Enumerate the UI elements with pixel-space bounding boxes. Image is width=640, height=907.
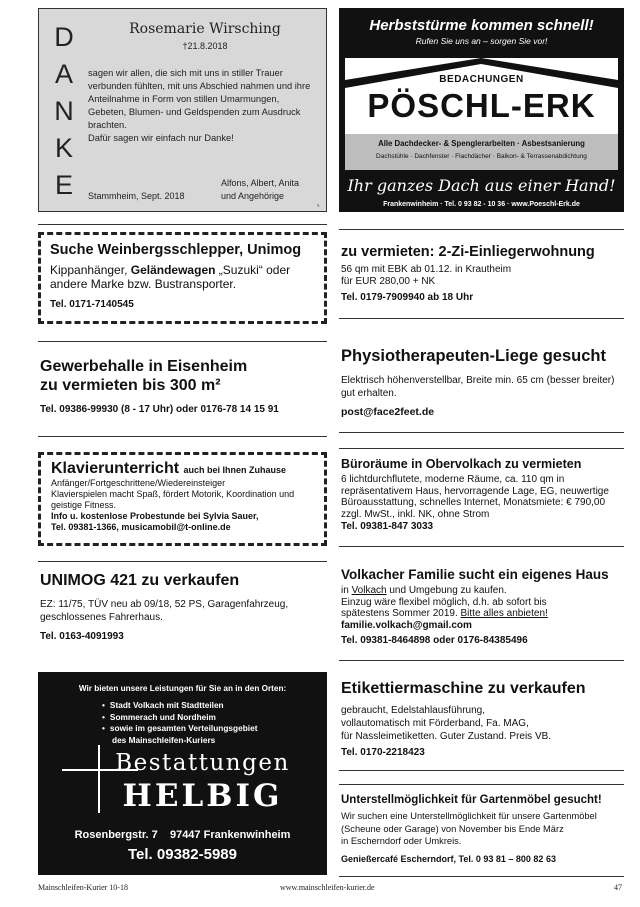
footer-publication: Mainschleifen-Kurier 10-18 (38, 883, 128, 892)
poeschl-kicker: BEDACHUNGEN (439, 74, 524, 85)
divider (339, 432, 624, 433)
divider (339, 546, 624, 547)
divider (339, 784, 624, 785)
gewerbe-tel: Tel. 09386-99930 (8 - 17 Uhr) oder 0176-78 14 15 91 (40, 404, 279, 415)
familie-title: Volkacher Familie sucht ein eigenes Haus (341, 567, 609, 582)
klavier-text: Anfänger/Fortgeschrittene/Wiedereinsteiger Klavierspielen macht Spaß, fördert Motorik, Koordination und geistige Fitness. Info u. kostenlose Probestunde bei Sylvia Sauer, Tel. 09381-1366, musicamobil@t-online.de (51, 478, 295, 532)
poeschl-erk-ad (339, 8, 624, 212)
list-item: • Sommerach und Nordheim (102, 712, 257, 724)
divider (38, 436, 327, 437)
weinberg-ad (38, 232, 327, 324)
klavier-ad (38, 452, 327, 546)
buero-title: Büroräume in Obervolkach zu vermieten (341, 457, 582, 471)
weinberg-title: Suche Weinbergsschlepper, Unimog (50, 242, 302, 258)
danke-ad (38, 8, 327, 212)
weinberg-text: Kippanhänger, Geländewagen „Suzuki“ oder andere Marke bzw. Bustransporter. (50, 263, 291, 291)
list-item: • Stadt Volkach mit Stadtteilen (102, 700, 257, 712)
page-number: 47 (614, 883, 622, 892)
gewerbe-title: Gewerbehalle in Eisenheim zu vermieten bis 300 m² (40, 358, 248, 394)
divider (38, 561, 327, 562)
deceased-name: Rosemarie Wirsching (129, 21, 281, 37)
divider (339, 229, 624, 230)
poeschl-services-main: Alle Dachdecker- & Spenglerarbeiten · Asbestsanierung (378, 139, 585, 148)
buero-text: 6 lichtdurchflutete, moderne Räume, ca. 110 qm in repräsentativem Haus, hervorragende Lage, EG, neuwertige Büroausstattung, schnelles Internet, Monatsmiete: € 790,00 zzgl. MwSt., inkl. NK, ohne Strom (341, 474, 609, 520)
physio-text: Elektrisch höhenverstellbar, Breite min. 65 cm (besser breiter) gut erhalten. (341, 375, 615, 399)
familie-text: in Volkach und Umgebung zu kaufen. Einzug wäre flexibel möglich, d.h. ab sofort bis spätestens Sommer 2019. Bitte alles anbieten! (341, 585, 548, 619)
danke-place: Stammheim, Sept. 2018 (88, 191, 185, 201)
divider (339, 876, 624, 877)
danke-letters: D A N K E (54, 22, 74, 200)
list-item: • sowie im gesamten Verteilungsgebiet (102, 723, 257, 735)
etikett-tel: Tel. 0170-2218423 (341, 747, 425, 758)
unimog-text: EZ: 11/75, TÜV neu ab 09/18, 52 PS, Garagenfahrzeug, geschlossenes Fahrerhaus. (40, 599, 289, 623)
etikett-text: gebraucht, Edelstahlausführung, vollautomatisch mit Förderband, Fa. MAG, für Nassleimetiketten. Guter Zustand. Preis VB. (341, 705, 552, 742)
divider (339, 448, 624, 449)
poeschl-brand: PÖSCHL-ERK (367, 87, 596, 124)
death-date: †21.8.2018 (182, 41, 228, 51)
poeschl-subline: Rufen Sie uns an – sorgen Sie vor! (415, 36, 548, 46)
divider (339, 660, 624, 661)
klavier-title: Klavierunterricht auch bei Ihnen Zuhause (51, 460, 287, 477)
poeschl-footer: Frankenwinheim · Tel. 0 93 82 - 10 36 · www.Poeschl-Erk.de (383, 201, 580, 208)
divider (38, 224, 327, 225)
footer-url: www.mainschleifen-kurier.de (280, 883, 375, 892)
unimog-title: UNIMOG 421 zu verkaufen (40, 572, 240, 589)
garten-title: Unterstellmöglichkeit für Gartenmöbel gesucht! (341, 794, 602, 806)
familie-tel: Tel. 09381-8464898 oder 0176-84385496 (341, 635, 528, 646)
garten-text: Wir suchen eine Unterstellmöglichkeit für unsere Gartenmöbel (Scheune oder Garage) von November bis Ende März in Escherndorf oder Umkreis. (341, 811, 597, 846)
wohnung-title: zu vermieten: 2-Zi-Einliegerwohnung (341, 244, 595, 260)
weinberg-tel: Tel. 0171-7140545 (50, 299, 134, 310)
familie-email: familie.volkach@gmail.com (341, 620, 472, 631)
helbig-brand-line1: Bestattungen (115, 750, 290, 776)
poeschl-services-sub: Dachstühle · Dachfenster · Flachdächer · Balkon- & Terrassenabdichtung (376, 153, 587, 160)
helbig-places (102, 700, 257, 746)
list-item: des Mainschleifen-Kuriers (112, 734, 216, 745)
helbig-intro: Wir bieten unsere Leistungen für Sie an in den Orten: (78, 684, 287, 693)
helbig-brand-line2: HELBIG (122, 778, 283, 814)
poeschl-headline: Herbststürme kommen schnell! (369, 17, 594, 34)
helbig-address: Rosenbergstr. 7 97447 Frankenwinheim (74, 829, 291, 841)
physio-email: post@face2feet.de (341, 406, 435, 418)
unimog-tel: Tel. 0163-4091993 (40, 631, 124, 642)
helbig-ad (38, 672, 327, 875)
etikett-title: Etikettiermaschine zu verkaufen (341, 680, 586, 697)
wohnung-tel: Tel. 0179-7909940 ab 18 Uhr (341, 292, 474, 303)
wohnung-text: 56 qm mit EBK ab 01.12. in Krautheim für EUR 280,00 + NK (341, 264, 512, 287)
garten-contact: Genießercafé Escherndorf, Tel. 0 93 81 – 800 82 63 (341, 854, 556, 864)
helbig-phone: Tel. 09382-5989 (128, 846, 237, 863)
danke-signature: Alfons, Albert, Anita und Angehörige (221, 178, 300, 201)
poeschl-slogan: Ihr ganzes Dach aus einer Hand! (347, 176, 616, 195)
danke-text: sagen wir allen, die sich mit uns in stiller Trauer verbunden fühlten, mit uns Abschied nahmen und ihre Anteilnahme in Form von stillen Umarmungen, Gebeten, Blumen- und Geldspenden zum Ausdruck brachten. Dafür sagen wir einfach nur Danke! (88, 68, 311, 143)
buero-tel: Tel. 09381-847 3033 (341, 521, 434, 532)
divider (339, 770, 624, 771)
divider (339, 318, 624, 319)
physio-title: Physiotherapeuten-Liege gesucht (341, 347, 606, 365)
divider (38, 341, 327, 342)
artist-mark: ✎ (316, 203, 320, 208)
